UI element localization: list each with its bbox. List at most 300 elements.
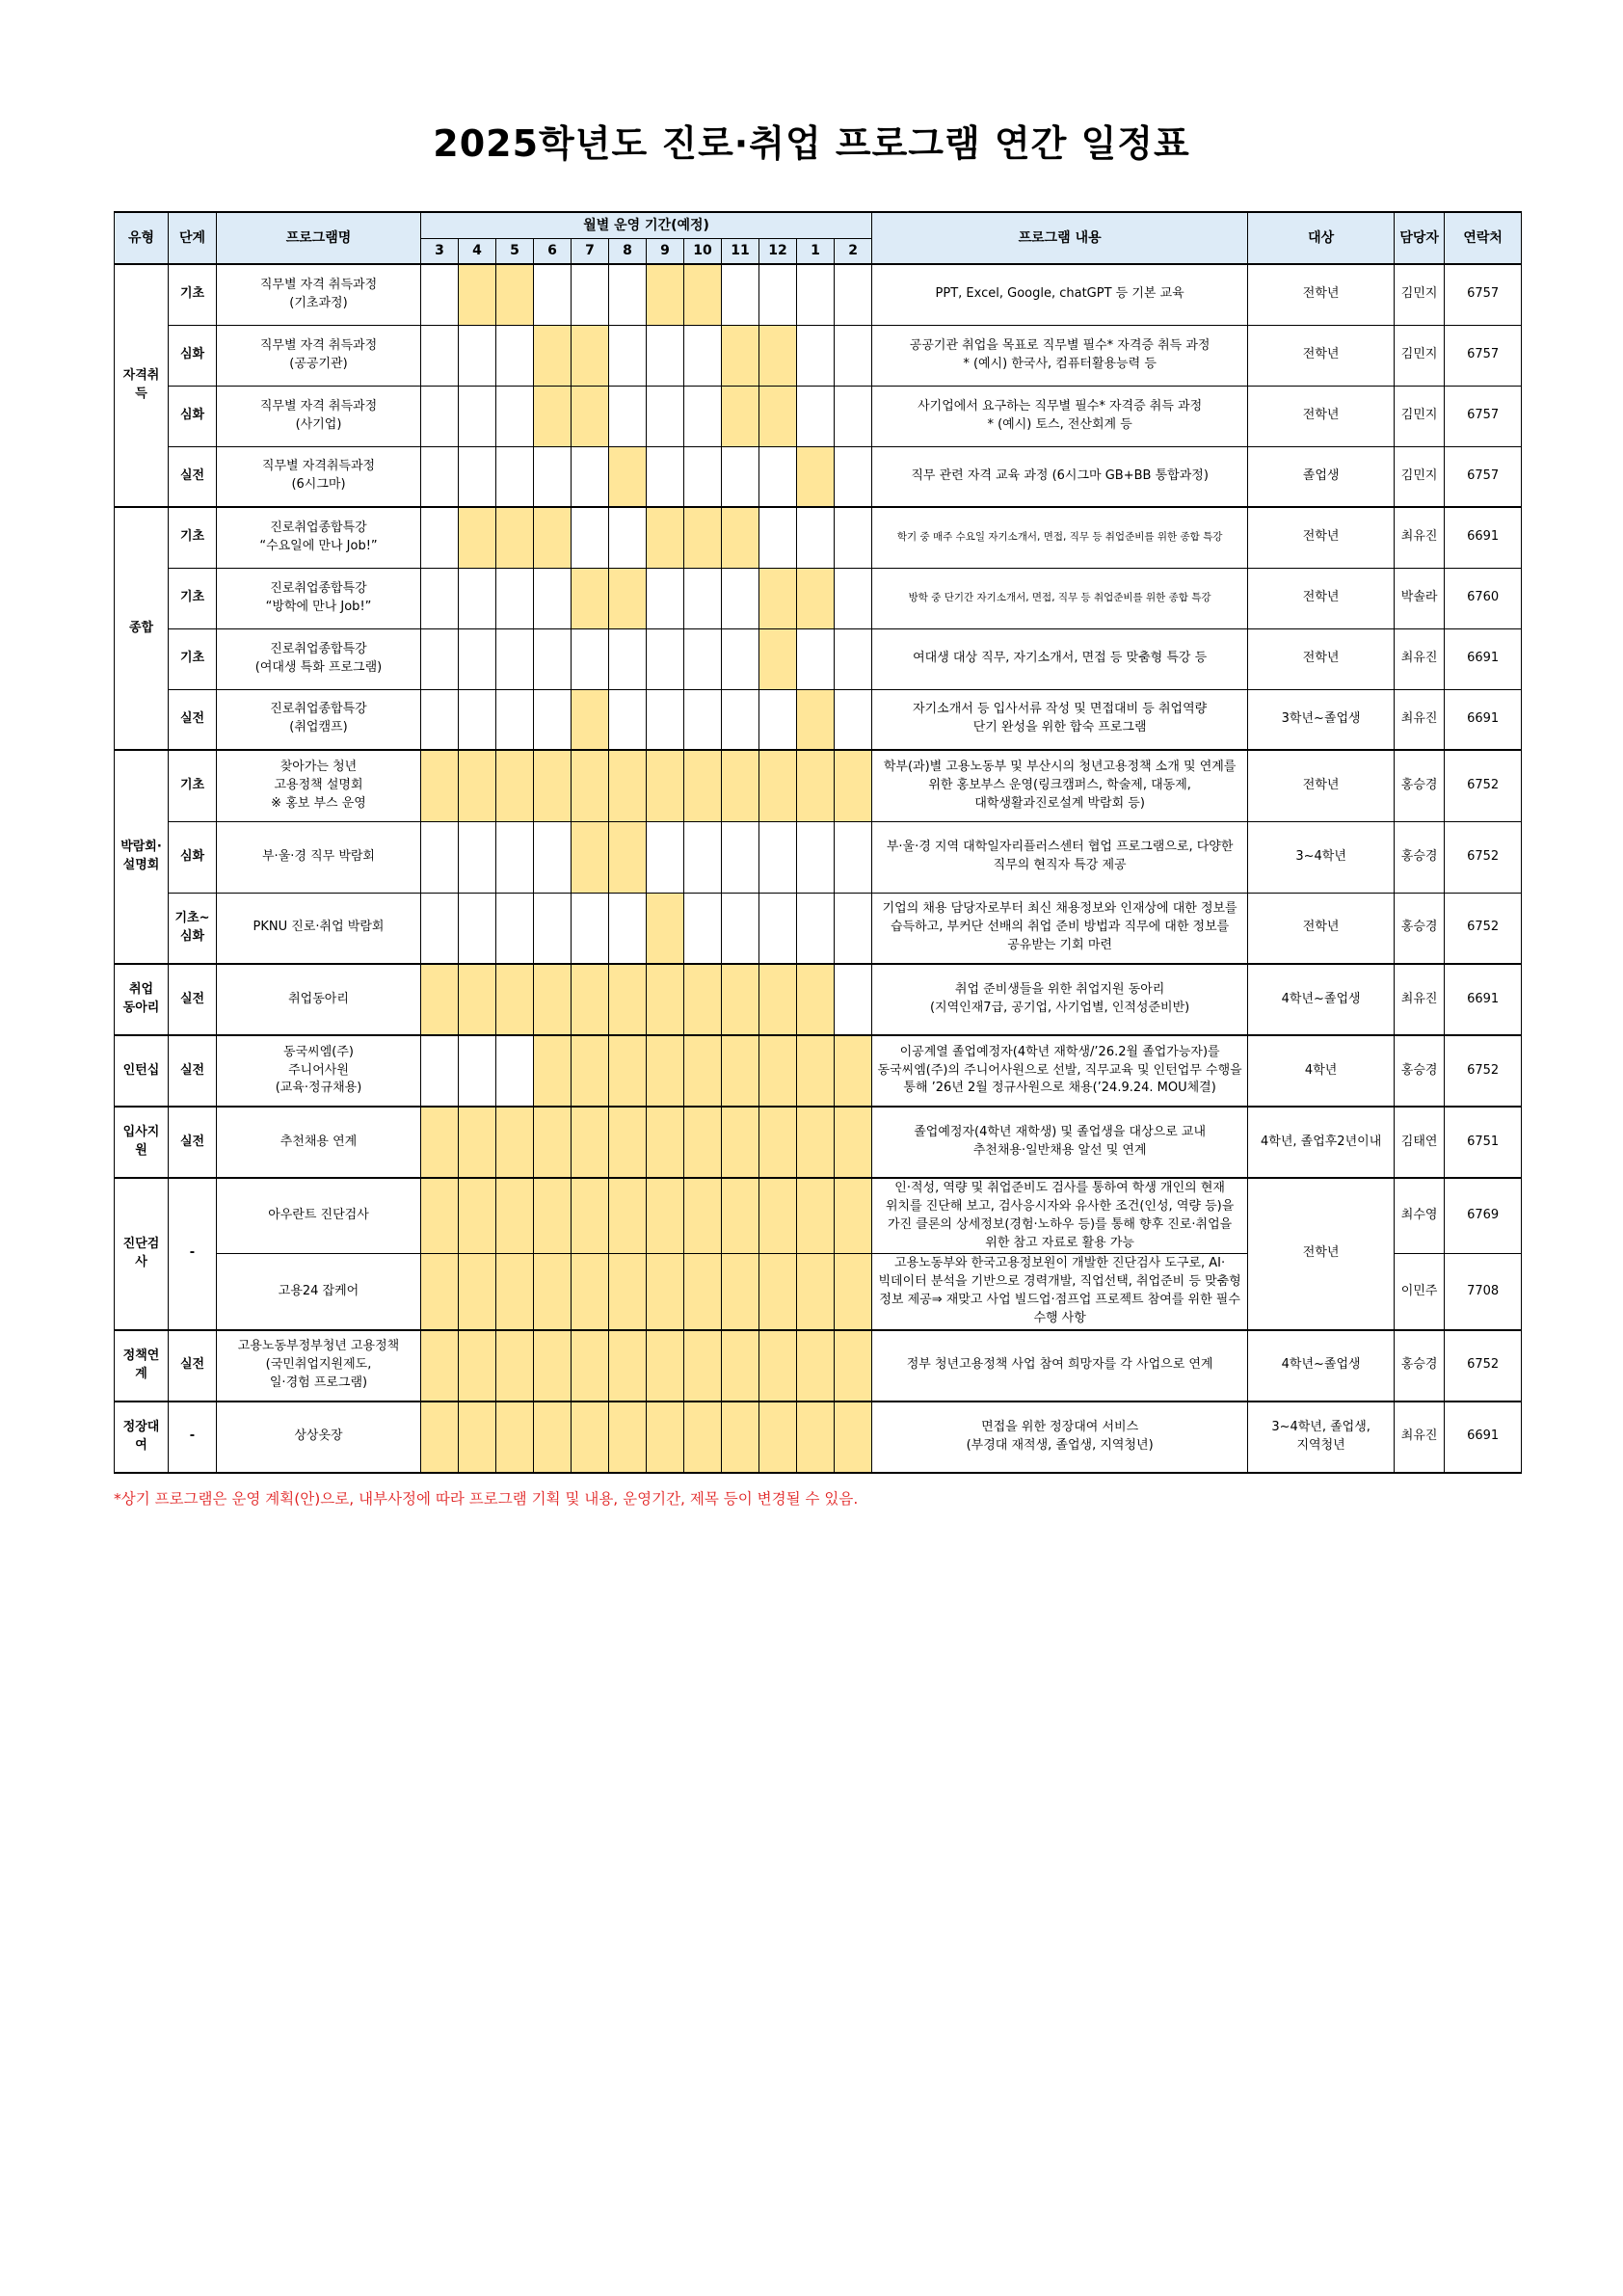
- program-content: 이공계열 졸업예정자(4학년 재학생/’26.2월 졸업가능자)를 동국씨엠(주)의 주니어사원으로 선발, 직무교육 및 인턴업무 수행을 통해 ’26년 2월 정규사원으로 채용(’24.9.24. MOU체결): [872, 1035, 1248, 1107]
- month-cell-11: [722, 264, 759, 325]
- month-cell-3: [421, 1330, 459, 1402]
- month-cell-3: [421, 1402, 459, 1473]
- month-cell-11: [722, 568, 759, 628]
- month-cell-5: [496, 1107, 534, 1178]
- month-cell-1: [797, 325, 835, 386]
- program-stage: 실전: [169, 1330, 217, 1402]
- month-cell-3: [421, 1035, 459, 1107]
- month-cell-2: [835, 1107, 872, 1178]
- month-cell-4: [459, 628, 496, 689]
- month-cell-6: [534, 964, 572, 1035]
- month-cell-11: [722, 325, 759, 386]
- program-type: 입사지원: [115, 1107, 169, 1178]
- month-cell-5: [496, 568, 534, 628]
- month-cell-2: [835, 689, 872, 750]
- table-row: [115, 1107, 1522, 1178]
- program-stage: 실전: [169, 1107, 217, 1178]
- month-cell-12: [759, 507, 797, 568]
- month-cell-5: [496, 750, 534, 821]
- month-cell-5: [496, 1035, 534, 1107]
- month-cell-4: [459, 386, 496, 446]
- program-name: 고용노동부정부청년 고용정책 (국민취업지원제도, 일·경험 프로그램): [217, 1330, 421, 1402]
- month-cell-6: [534, 628, 572, 689]
- program-target: 전학년: [1248, 386, 1395, 446]
- month-cell-4: [459, 964, 496, 1035]
- month-cell-9: [647, 446, 684, 507]
- month-cell-11: [722, 964, 759, 1035]
- program-contact: 6691: [1445, 507, 1522, 568]
- month-cell-7: [572, 386, 609, 446]
- month-cell-12: [759, 1035, 797, 1107]
- month-cell-10: [684, 1402, 722, 1473]
- month-cell-11: [722, 1107, 759, 1178]
- program-target: 전학년: [1248, 325, 1395, 386]
- month-cell-12: [759, 750, 797, 821]
- month-cell-9: [647, 628, 684, 689]
- month-cell-10: [684, 893, 722, 964]
- month-cell-11: [722, 893, 759, 964]
- program-contact: 6752: [1445, 750, 1522, 821]
- month-cell-1: [797, 264, 835, 325]
- month-cell-10: [684, 264, 722, 325]
- program-content: 공공기관 취업을 목표로 직무별 필수* 자격증 취득 과정 * (예시) 한국사, 컴퓨터활용능력 등: [872, 325, 1248, 386]
- month-cell-9: [647, 264, 684, 325]
- month-cell-7: [572, 1107, 609, 1178]
- month-cell-4: [459, 750, 496, 821]
- month-cell-5: [496, 1402, 534, 1473]
- month-cell-6: [534, 1035, 572, 1107]
- program-content: 기업의 채용 담당자로부터 최신 채용정보와 인재상에 대한 정보를 습득하고, 부커단 선배의 취업 준비 방법과 직무에 대한 정보를 공유받는 기회 마련: [872, 893, 1248, 964]
- month-cell-2: [835, 1035, 872, 1107]
- month-cell-6: [534, 1330, 572, 1402]
- header-stage: 단계: [169, 212, 217, 264]
- program-manager: 김태연: [1395, 1107, 1445, 1178]
- program-name: 동국씨엠(주) 주니어사원 (교육·정규채용): [217, 1035, 421, 1107]
- month-cell-12: [759, 1107, 797, 1178]
- month-cell-10: [684, 628, 722, 689]
- program-manager: 최유진: [1395, 507, 1445, 568]
- month-cell-9: [647, 1035, 684, 1107]
- month-cell-9: [647, 750, 684, 821]
- month-cell-8: [609, 893, 647, 964]
- month-cell-6: [534, 893, 572, 964]
- program-target: 4학년~졸업생: [1248, 1330, 1395, 1402]
- month-cell-8: [609, 1402, 647, 1473]
- program-type: 정책연계: [115, 1330, 169, 1402]
- program-name: 아우란트 진단검사: [217, 1178, 421, 1254]
- month-cell-2: [835, 1254, 872, 1330]
- month-cell-6: [534, 568, 572, 628]
- month-cell-3: [421, 689, 459, 750]
- month-cell-8: [609, 1035, 647, 1107]
- month-cell-2: [835, 1402, 872, 1473]
- month-cell-9: [647, 689, 684, 750]
- month-cell-2: [835, 964, 872, 1035]
- month-cell-2: [835, 628, 872, 689]
- program-target: 전학년: [1248, 264, 1395, 325]
- month-cell-11: [722, 1402, 759, 1473]
- month-cell-1: [797, 964, 835, 1035]
- month-cell-6: [534, 1107, 572, 1178]
- program-target: 전학년: [1248, 628, 1395, 689]
- program-manager: 최유진: [1395, 1402, 1445, 1473]
- program-content: 부·울·경 지역 대학일자리플러스센터 협업 프로그램으로, 다양한 직무의 현직자 특강 제공: [872, 821, 1248, 893]
- month-cell-6: [534, 507, 572, 568]
- month-header-11: 11: [722, 238, 759, 264]
- month-cell-12: [759, 1402, 797, 1473]
- month-header-1: 1: [797, 238, 835, 264]
- month-cell-1: [797, 1330, 835, 1402]
- program-name: 찾아가는 청년 고용정책 설명회 ※ 홍보 부스 운영: [217, 750, 421, 821]
- month-header-2: 2: [835, 238, 872, 264]
- program-stage: 실전: [169, 446, 217, 507]
- program-type: 정장대여: [115, 1402, 169, 1473]
- program-type: 취업 동아리: [115, 964, 169, 1035]
- month-cell-6: [534, 1254, 572, 1330]
- header-manager: 담당자: [1395, 212, 1445, 264]
- program-contact: 6757: [1445, 325, 1522, 386]
- month-cell-11: [722, 1178, 759, 1254]
- program-target: 4학년, 졸업후2년이내: [1248, 1107, 1395, 1178]
- month-cell-10: [684, 821, 722, 893]
- month-cell-7: [572, 821, 609, 893]
- month-cell-7: [572, 893, 609, 964]
- month-cell-8: [609, 628, 647, 689]
- program-type: 진단검사: [115, 1178, 169, 1330]
- month-cell-3: [421, 1107, 459, 1178]
- month-cell-7: [572, 1178, 609, 1254]
- month-cell-8: [609, 964, 647, 1035]
- month-cell-5: [496, 1330, 534, 1402]
- month-cell-4: [459, 1178, 496, 1254]
- program-manager: 김민지: [1395, 264, 1445, 325]
- program-content: 학부(과)별 고용노동부 및 부산시의 청년고용정책 소개 및 연계를 위한 홍보부스 운영(링크캠퍼스, 학술제, 대동제, 대학생활과진로설계 박람회 등): [872, 750, 1248, 821]
- table-row: [115, 325, 1522, 386]
- month-cell-3: [421, 628, 459, 689]
- month-cell-5: [496, 1254, 534, 1330]
- month-cell-2: [835, 568, 872, 628]
- month-cell-8: [609, 1330, 647, 1402]
- month-cell-10: [684, 507, 722, 568]
- month-header-3: 3: [421, 238, 459, 264]
- month-cell-7: [572, 628, 609, 689]
- program-contact: 6752: [1445, 893, 1522, 964]
- month-cell-12: [759, 964, 797, 1035]
- month-cell-4: [459, 264, 496, 325]
- program-name: 직무별 자격 취득과정 (사기업): [217, 386, 421, 446]
- program-content: 면접을 위한 정장대여 서비스 (부경대 재적생, 졸업생, 지역청년): [872, 1402, 1248, 1473]
- month-cell-6: [534, 446, 572, 507]
- month-cell-8: [609, 689, 647, 750]
- month-cell-12: [759, 568, 797, 628]
- program-contact: 6757: [1445, 264, 1522, 325]
- month-cell-5: [496, 507, 534, 568]
- month-cell-1: [797, 821, 835, 893]
- table-row: [115, 386, 1522, 446]
- month-cell-9: [647, 568, 684, 628]
- program-manager: 이민주: [1395, 1254, 1445, 1330]
- program-contact: 6752: [1445, 1330, 1522, 1402]
- month-cell-3: [421, 568, 459, 628]
- month-cell-1: [797, 689, 835, 750]
- program-type: 자격취득: [115, 264, 169, 507]
- program-target: 4학년~졸업생: [1248, 964, 1395, 1035]
- program-stage: -: [169, 1402, 217, 1473]
- month-cell-10: [684, 568, 722, 628]
- program-stage: 기초: [169, 750, 217, 821]
- program-target: 전학년: [1248, 893, 1395, 964]
- month-cell-9: [647, 386, 684, 446]
- month-cell-10: [684, 1330, 722, 1402]
- month-cell-4: [459, 1035, 496, 1107]
- program-content: 인·적성, 역량 및 취업준비도 검사를 통하여 학생 개인의 현재 위치를 진단해 보고, 검사응시자와 유사한 조건(인성, 역량 등)을 가진 클론의 상세정보(경험·노하우 등)를 통해 향후 진로·취업을 위한 참고 자료로 활용 가능: [872, 1178, 1248, 1254]
- month-cell-3: [421, 507, 459, 568]
- month-cell-5: [496, 821, 534, 893]
- month-cell-12: [759, 325, 797, 386]
- month-cell-2: [835, 325, 872, 386]
- month-cell-1: [797, 1035, 835, 1107]
- month-cell-5: [496, 264, 534, 325]
- table-row: [115, 689, 1522, 750]
- program-contact: 7708: [1445, 1254, 1522, 1330]
- month-cell-2: [835, 750, 872, 821]
- program-contact: 6752: [1445, 1035, 1522, 1107]
- month-cell-12: [759, 628, 797, 689]
- table-row: [115, 1330, 1522, 1402]
- month-cell-5: [496, 689, 534, 750]
- month-cell-6: [534, 1402, 572, 1473]
- program-contact: 6691: [1445, 1402, 1522, 1473]
- month-cell-4: [459, 893, 496, 964]
- table-row: [115, 628, 1522, 689]
- program-contact: 6691: [1445, 964, 1522, 1035]
- month-cell-3: [421, 446, 459, 507]
- month-header-4: 4: [459, 238, 496, 264]
- month-header-10: 10: [684, 238, 722, 264]
- program-manager: 김민지: [1395, 325, 1445, 386]
- month-cell-8: [609, 1178, 647, 1254]
- month-cell-6: [534, 750, 572, 821]
- month-cell-10: [684, 1178, 722, 1254]
- program-content: 사기업에서 요구하는 직무별 필수* 자격증 취득 과정 * (예시) 토스, 전산회계 등: [872, 386, 1248, 446]
- month-cell-12: [759, 689, 797, 750]
- month-cell-10: [684, 1035, 722, 1107]
- program-name: 직무별 자격 취득과정 (공공기관): [217, 325, 421, 386]
- month-cell-7: [572, 446, 609, 507]
- program-name: 직무별 자격 취득과정 (기초과정): [217, 264, 421, 325]
- month-cell-2: [835, 1178, 872, 1254]
- month-cell-5: [496, 628, 534, 689]
- month-cell-1: [797, 1254, 835, 1330]
- month-cell-6: [534, 689, 572, 750]
- program-manager: 홍승경: [1395, 1330, 1445, 1402]
- month-cell-12: [759, 386, 797, 446]
- month-cell-9: [647, 964, 684, 1035]
- month-cell-4: [459, 1107, 496, 1178]
- program-name: 추천채용 연계: [217, 1107, 421, 1178]
- month-cell-12: [759, 1330, 797, 1402]
- month-cell-11: [722, 507, 759, 568]
- program-type: 인턴십: [115, 1035, 169, 1107]
- program-manager: 박솔라: [1395, 568, 1445, 628]
- month-cell-9: [647, 1178, 684, 1254]
- table-row: [115, 446, 1522, 507]
- month-cell-10: [684, 964, 722, 1035]
- month-cell-5: [496, 1178, 534, 1254]
- program-name: 진로취업종합특강 “수요일에 만나 Job!”: [217, 507, 421, 568]
- program-stage: 심화: [169, 821, 217, 893]
- month-cell-9: [647, 1254, 684, 1330]
- program-type: 박람회· 설명회: [115, 750, 169, 964]
- month-cell-1: [797, 446, 835, 507]
- month-cell-2: [835, 264, 872, 325]
- program-target: 4학년: [1248, 1035, 1395, 1107]
- program-content: PPT, Excel, Google, chatGPT 등 기본 교육: [872, 264, 1248, 325]
- month-cell-7: [572, 507, 609, 568]
- table-row: [115, 1178, 1522, 1254]
- program-contact: 6757: [1445, 386, 1522, 446]
- month-cell-12: [759, 1178, 797, 1254]
- month-cell-11: [722, 386, 759, 446]
- table-row: [115, 964, 1522, 1035]
- program-stage: 실전: [169, 1035, 217, 1107]
- table-row: [115, 893, 1522, 964]
- month-cell-6: [534, 325, 572, 386]
- month-cell-1: [797, 1402, 835, 1473]
- program-target: 3~4학년: [1248, 821, 1395, 893]
- program-content: 취업 준비생들을 위한 취업지원 동아리 (지역인재7급, 공기업, 사기업별, 인적성준비반): [872, 964, 1248, 1035]
- month-cell-4: [459, 507, 496, 568]
- month-cell-6: [534, 1178, 572, 1254]
- program-contact: 6691: [1445, 628, 1522, 689]
- month-cell-9: [647, 1107, 684, 1178]
- month-cell-6: [534, 386, 572, 446]
- program-contact: 6757: [1445, 446, 1522, 507]
- month-cell-8: [609, 264, 647, 325]
- month-cell-7: [572, 750, 609, 821]
- month-cell-5: [496, 446, 534, 507]
- month-cell-4: [459, 1254, 496, 1330]
- month-cell-7: [572, 964, 609, 1035]
- program-content: 여대생 대상 직무, 자기소개서, 면접 등 맞춤형 특강 등: [872, 628, 1248, 689]
- program-stage: 기초~ 심화: [169, 893, 217, 964]
- month-cell-2: [835, 821, 872, 893]
- month-cell-2: [835, 893, 872, 964]
- program-content: 졸업예정자(4학년 재학생) 및 졸업생을 대상으로 교내 추천채용·일반채용 알선 및 연계: [872, 1107, 1248, 1178]
- month-cell-1: [797, 386, 835, 446]
- month-cell-11: [722, 628, 759, 689]
- month-cell-12: [759, 264, 797, 325]
- month-cell-4: [459, 1330, 496, 1402]
- month-cell-3: [421, 264, 459, 325]
- program-contact: 6769: [1445, 1178, 1522, 1254]
- month-cell-12: [759, 1254, 797, 1330]
- table-row: [115, 1402, 1522, 1473]
- program-content: 자기소개서 등 입사서류 작성 및 면접대비 등 취업역량 단기 완성을 위한 합숙 프로그램: [872, 689, 1248, 750]
- program-type: 종합: [115, 507, 169, 750]
- month-cell-12: [759, 446, 797, 507]
- program-name: 부·울·경 직무 박람회: [217, 821, 421, 893]
- month-cell-2: [835, 1330, 872, 1402]
- month-cell-9: [647, 821, 684, 893]
- month-cell-7: [572, 264, 609, 325]
- program-content: 방학 중 단기간 자기소개서, 면접, 직무 등 취업준비를 위한 종합 특강: [872, 568, 1248, 628]
- month-cell-9: [647, 325, 684, 386]
- month-cell-2: [835, 507, 872, 568]
- month-cell-8: [609, 821, 647, 893]
- month-cell-4: [459, 568, 496, 628]
- program-content: 정부 청년고용정책 사업 참여 희망자를 각 사업으로 연계: [872, 1330, 1248, 1402]
- program-name: 직무별 자격취득과정 (6시그마): [217, 446, 421, 507]
- program-stage: 실전: [169, 689, 217, 750]
- month-header-12: 12: [759, 238, 797, 264]
- month-header-6: 6: [534, 238, 572, 264]
- program-name: 취업동아리: [217, 964, 421, 1035]
- program-content: 고용노동부와 한국고용정보원이 개발한 진단검사 도구로, AI·빅데이터 분석을 기반으로 경력개발, 직업선택, 취업준비 등 맞춤형 정보 제공⇒ 재맞고 사업 빌드업·점프업 프로젝트 참여를 위한 필수 수행 사항: [872, 1254, 1248, 1330]
- month-cell-7: [572, 1254, 609, 1330]
- program-contact: 6760: [1445, 568, 1522, 628]
- program-manager: 홍승경: [1395, 750, 1445, 821]
- table-row: [115, 821, 1522, 893]
- month-cell-7: [572, 1402, 609, 1473]
- program-name: 고용24 잡케어: [217, 1254, 421, 1330]
- month-cell-8: [609, 386, 647, 446]
- header-period: 월별 운영 기간(예정): [421, 212, 872, 238]
- program-target: 졸업생: [1248, 446, 1395, 507]
- program-target: 3학년~졸업생: [1248, 689, 1395, 750]
- program-stage: -: [169, 1178, 217, 1330]
- month-cell-4: [459, 1402, 496, 1473]
- program-contact: 6752: [1445, 821, 1522, 893]
- month-cell-10: [684, 1254, 722, 1330]
- month-cell-3: [421, 893, 459, 964]
- program-name: 진로취업종합특강 (취업캠프): [217, 689, 421, 750]
- program-stage: 기초: [169, 507, 217, 568]
- month-cell-10: [684, 689, 722, 750]
- month-cell-7: [572, 1035, 609, 1107]
- table-row: [115, 1035, 1522, 1107]
- program-content: 직무 관련 자격 교육 과정 (6시그마 GB+BB 통합과정): [872, 446, 1248, 507]
- table-row: [115, 264, 1522, 325]
- header-program: 프로그램명: [217, 212, 421, 264]
- month-cell-10: [684, 1107, 722, 1178]
- month-cell-12: [759, 821, 797, 893]
- program-manager: 김민지: [1395, 446, 1445, 507]
- month-cell-9: [647, 507, 684, 568]
- program-name: PKNU 진로·취업 박람회: [217, 893, 421, 964]
- month-cell-3: [421, 325, 459, 386]
- program-manager: 최유진: [1395, 628, 1445, 689]
- month-cell-5: [496, 325, 534, 386]
- table-row: [115, 750, 1522, 821]
- month-cell-1: [797, 1107, 835, 1178]
- month-header-7: 7: [572, 238, 609, 264]
- program-stage: 실전: [169, 964, 217, 1035]
- program-stage: 기초: [169, 628, 217, 689]
- month-cell-8: [609, 1254, 647, 1330]
- program-target: 전학년: [1248, 507, 1395, 568]
- month-cell-3: [421, 750, 459, 821]
- month-cell-8: [609, 750, 647, 821]
- month-cell-11: [722, 446, 759, 507]
- month-cell-10: [684, 325, 722, 386]
- month-cell-9: [647, 1330, 684, 1402]
- program-target: 전학년: [1248, 568, 1395, 628]
- month-cell-1: [797, 1178, 835, 1254]
- month-cell-9: [647, 893, 684, 964]
- month-cell-4: [459, 689, 496, 750]
- month-cell-4: [459, 446, 496, 507]
